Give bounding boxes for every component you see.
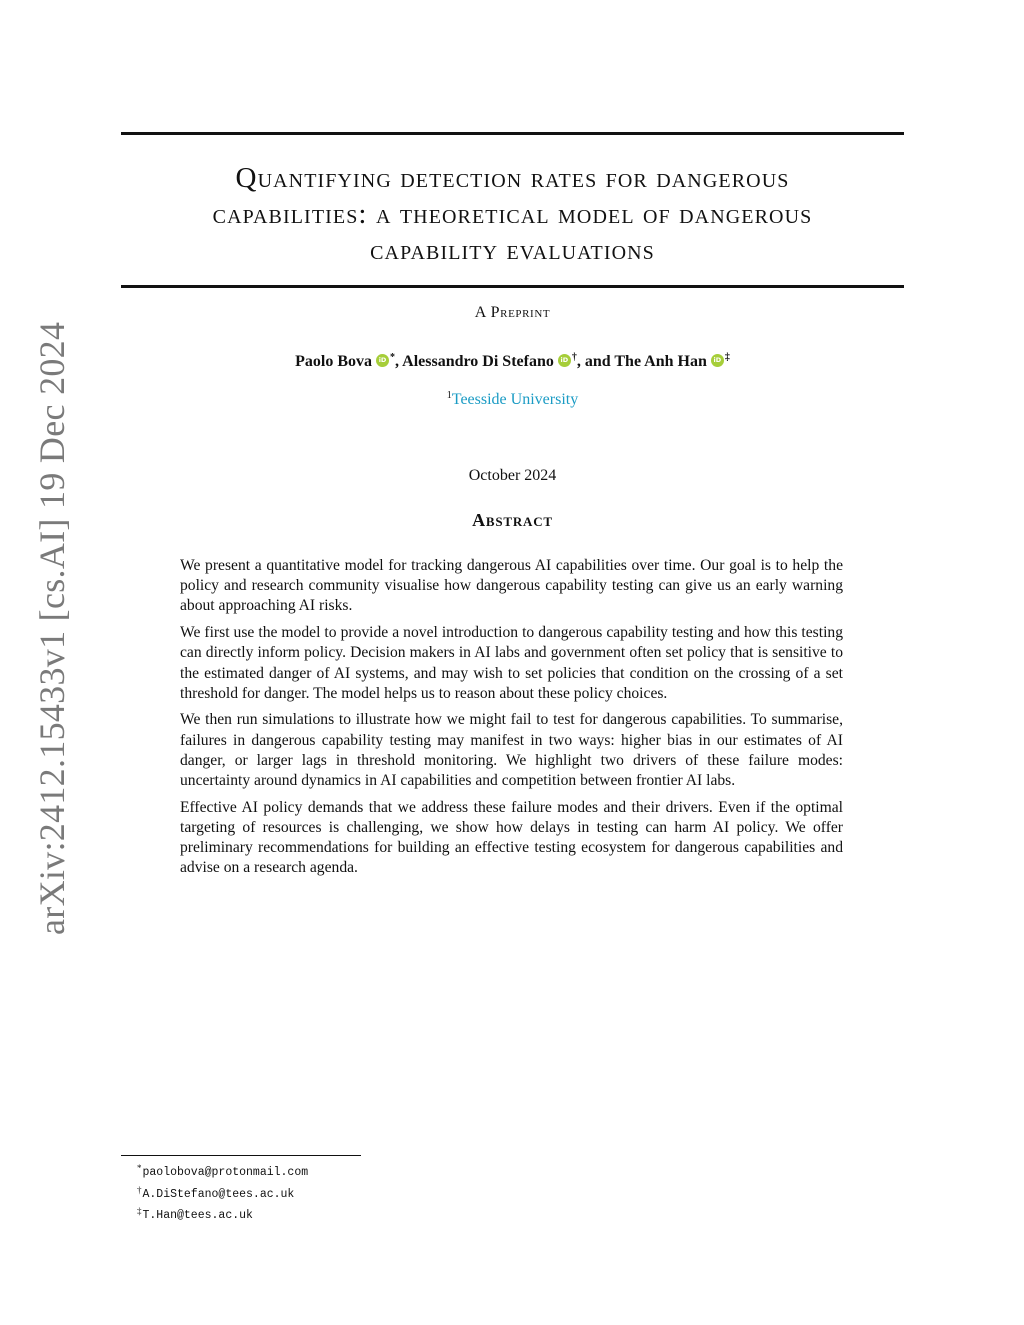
author-footnote-mark: * <box>390 352 396 363</box>
author-name: Alessandro Di Stefano <box>402 353 554 370</box>
abstract-paragraph: We present a quantitative model for tracking dangerous AI capabilities over time. Our goal is to help the policy and research community visualise how dangerous capability testing can give us an early warning about approaching AI risks. <box>180 557 843 615</box>
abstract-body <box>180 556 843 885</box>
footnote-email[interactable]: A.DiStefano@tees.ac.uk <box>142 1187 295 1201</box>
author-footnote-mark: † <box>571 352 577 363</box>
orcid-icon[interactable]: iD <box>558 354 571 367</box>
paper-title <box>121 160 904 268</box>
footnote-mark: † <box>137 1184 142 1195</box>
footnote-mark: * <box>137 1163 142 1173</box>
publication-date: October 2024 <box>468 467 557 484</box>
affiliation <box>121 390 904 409</box>
affiliation-link[interactable]: Teesside University <box>451 391 579 408</box>
footnote-mark: ‡ <box>137 1206 142 1216</box>
title-top-rule <box>121 132 904 135</box>
author-footnote-mark: ‡ <box>724 352 730 363</box>
affiliation-mark: 1 <box>446 390 452 401</box>
arxiv-stamp: arXiv:2412.15433v1 [cs.AI] 19 Dec 2024 <box>32 321 72 935</box>
abstract-paragraph: We first use the model to provide a novel introduction to dangerous capability testing and how this testing can directly inform policy. Decision makers in AI labs and government often set policy that is sensitive to the estimated danger of AI systems, and may wish to set policies that condition on the crossing of a set threshold for danger. The model helps us to reason about these policy choices. <box>180 624 843 702</box>
footnote-email[interactable]: T.Han@tees.ac.uk <box>142 1209 253 1222</box>
abstract-paragraph: We then run simulations to illustrate how we might fail to test for dangerous capabilities. To summarise, failures in dangerous capability testing may manifest in two ways: higher bias in our estimates of AI danger, or larger lags in threshold monitoring. We highlight two drivers of these failure modes: uncertainty around dynamics in AI capabilities and competition between frontier AI labs. <box>180 711 843 790</box>
footnote <box>137 1160 308 1182</box>
footnotes <box>137 1160 308 1225</box>
footnote <box>137 1203 308 1225</box>
orcid-icon[interactable]: iD <box>376 354 389 367</box>
title-bottom-rule <box>121 285 904 288</box>
abstract-heading: Abstract <box>472 510 553 530</box>
footnote-rule <box>121 1155 361 1156</box>
title-line: capability evaluations <box>370 234 655 266</box>
author-name: Paolo Bova <box>295 353 373 370</box>
footnote <box>137 1182 308 1204</box>
title-line: Quantifying detection rates for dangerous <box>235 162 790 194</box>
footnote-email[interactable]: paolobova@protonmail.com <box>142 1166 309 1179</box>
author-name: The Anh Han <box>614 353 707 370</box>
title-line: capabilities: a theoretical model of dangerous <box>212 198 813 230</box>
preprint-label: A Preprint <box>474 304 551 321</box>
author-separator: , and <box>576 353 615 370</box>
abstract-paragraph: Effective AI policy demands that we address these failure modes and their drivers. Even if the optimal targeting of resources is challenging, we show how delays in testing can harm AI policy. We offer preliminary recommendations for building an effective testing ecosystem for dangerous capabilities and advise on a research agenda. <box>180 798 843 877</box>
orcid-icon[interactable]: iD <box>711 354 724 367</box>
author-separator: , <box>395 353 403 370</box>
author-list <box>121 352 904 371</box>
